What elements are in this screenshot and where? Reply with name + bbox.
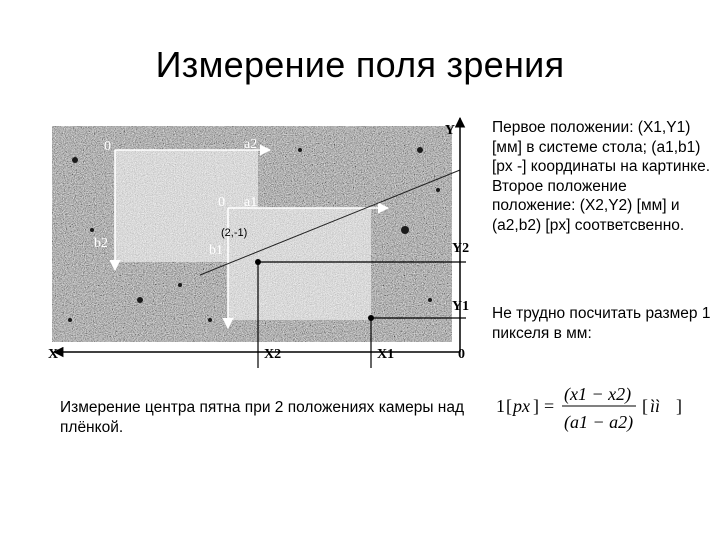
x2-label: X2 — [264, 347, 282, 362]
x1-label: X1 — [377, 347, 395, 362]
formula-bracket-close: ] — [533, 396, 539, 416]
formula-lhs: 1 — [496, 396, 505, 416]
y-axis-label: Y — [444, 123, 455, 138]
pixel-size-formula — [490, 372, 710, 442]
x-axis-label: X — [48, 347, 59, 362]
slide-title: Измерение поля зрения — [155, 44, 565, 85]
point-label: (2,-1) — [221, 227, 248, 239]
description-paragraph-2: Не трудно посчитать размер 1 пикселя в мм: — [492, 305, 711, 342]
formula-result-bracket-open: [ — [642, 396, 648, 416]
formula-numerator: (x1 − x2) — [564, 384, 632, 404]
b1-label: b1 — [209, 243, 223, 258]
formula-denominator: (a1 − a2) — [564, 412, 634, 432]
formula-result-bracket-close: ] — [676, 396, 682, 416]
b2-label: b2 — [94, 236, 108, 251]
frame1-origin-label: 0 — [104, 139, 111, 154]
frame2-origin-label: 0 — [218, 195, 225, 210]
figure-caption: Измерение центра пятна при 2 положениях камеры над плёнкой. — [60, 399, 465, 436]
formula-result-unit: ìì — [650, 396, 661, 416]
a1-label: a1 — [244, 195, 258, 210]
description-paragraph-1: Первое положении: (X1,Y1) [мм] в системе стола; (a1,b1) [px -] координаты на картинке. Второе положение положение: (X2,Y2) [мм] и (a2,b2) [px] соответсвенно. — [492, 119, 711, 234]
formula-equals: = — [544, 396, 555, 416]
a2-label: a2 — [244, 137, 258, 152]
origin-label: 0 — [458, 347, 465, 362]
camera-frame-2 — [228, 208, 371, 320]
formula-unit: px — [513, 396, 530, 416]
y1-label: Y1 — [452, 299, 470, 314]
formula-bracket-open: [ — [506, 396, 512, 416]
y2-label: Y2 — [452, 241, 470, 256]
